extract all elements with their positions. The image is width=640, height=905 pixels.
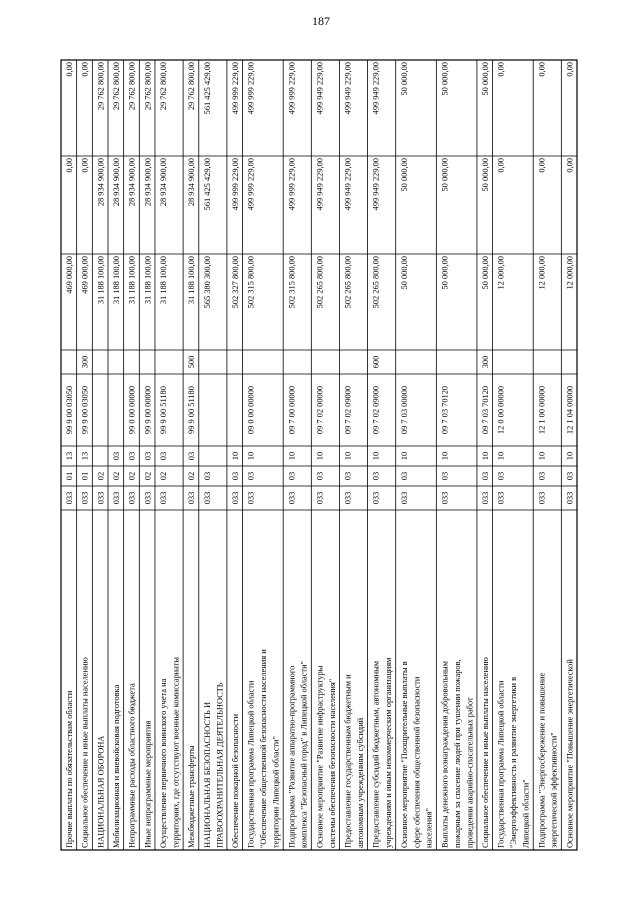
- cell-sum-2024: 29 762 800,00: [187, 62, 197, 111]
- row-name-line: населения": [424, 808, 434, 848]
- cell-sum-2023: 0,00: [80, 158, 90, 173]
- cell-sum-2023: 561 425 429,00: [202, 158, 212, 211]
- cell-sum-2024: 50 000,00: [399, 62, 409, 96]
- cell-subsection: 13: [80, 451, 90, 461]
- row-name-line: Основное мероприятие "Повышение энергетической: [565, 659, 575, 848]
- cell-target-article: 09 7 02 09000: [371, 385, 381, 435]
- row-name-line: Прочие выплаты по обязательствам области: [65, 690, 75, 848]
- row-name-line: автономным учреждениям субсидий: [355, 717, 365, 848]
- row-name-line: Подпрограмма "Энергосбережение и повышение: [537, 672, 547, 848]
- cell-section: 03: [496, 471, 506, 481]
- cell-sum-2024: 29 762 800,00: [143, 62, 153, 111]
- row-name-line: энергетической эффективности": [549, 732, 559, 848]
- cell-ministry: 033: [96, 491, 106, 505]
- cell-sum-2023: 499 999 229,00: [287, 158, 297, 211]
- cell-ministry: 033: [202, 491, 212, 505]
- cell-subsection: 10: [565, 451, 575, 461]
- cell-sum-2023: 28 934 900,00: [112, 158, 122, 207]
- cell-target-article: 99 9 00 03050: [65, 385, 75, 435]
- cell-ministry: 033: [315, 491, 325, 505]
- row-name-line: территориях, где отсутствуют военные комиссариаты: [171, 657, 181, 848]
- row-name-line: "Обеспечение общественной безопасности населения и: [259, 649, 269, 848]
- cell-ministry: 033: [343, 491, 353, 505]
- cell-sum-2023: 0,00: [537, 158, 547, 173]
- cell-subsection: 10: [371, 451, 381, 461]
- cell-section: 03: [287, 471, 297, 481]
- cell-section: 02: [159, 471, 169, 481]
- table-row: [440, 62, 474, 848]
- cell-target-article: 12 1 04 00000: [565, 385, 575, 435]
- cell-ministry: 033: [496, 491, 506, 505]
- cell-section: 03: [246, 471, 256, 481]
- cell-sum-2022: 502 265 800,00: [315, 256, 325, 309]
- row-name-line: Подпрограмма "Развитие аппаратно-программного: [287, 665, 297, 848]
- cell-target-article: 09 0 00 00000: [246, 385, 256, 435]
- cell-sum-2024: 0,00: [537, 62, 547, 77]
- cell-section: 03: [399, 471, 409, 481]
- cell-expense-type: 300: [481, 355, 491, 369]
- row-name-line: системы обеспечения безопасности населения": [327, 678, 337, 848]
- row-name-line: пожарным за спасение людей при тушении пожаров,: [452, 659, 462, 848]
- cell-sum-2022: 502 265 800,00: [371, 256, 381, 309]
- cell-sum-2023: 0,00: [65, 158, 75, 173]
- cell-sum-2023: 28 934 900,00: [159, 158, 169, 207]
- cell-section: 02: [187, 471, 197, 481]
- page-number: 187: [312, 14, 330, 28]
- cell-sum-2024: 29 762 800,00: [112, 62, 122, 111]
- cell-sum-2022: 31 188 100,00: [127, 256, 137, 305]
- cell-sum-2022: 12 000,00: [537, 256, 547, 290]
- cell-sum-2023: 50 000,00: [440, 158, 450, 192]
- cell-subsection: 10: [481, 451, 491, 461]
- row-name-line: Основное мероприятие "Поощрительные выплаты в: [399, 661, 409, 848]
- row-name-line: НАЦИОНАЛЬНАЯ БЕЗОПАСНОСТЬ И: [202, 702, 212, 848]
- cell-sum-2022: 50 000,00: [481, 256, 491, 290]
- cell-section: 03: [230, 471, 240, 481]
- row-name-line: Выплаты денежного вознаграждения добровольным: [440, 661, 450, 848]
- cell-target-article: 09 7 02 09000: [343, 385, 353, 435]
- row-name-line: Государственная программа Липецкой области: [496, 680, 506, 848]
- cell-expense-type: 600: [371, 355, 381, 369]
- row-name-line: комплекса "Безопасный город" в Липецкой области": [299, 661, 309, 848]
- table-row: [231, 62, 240, 848]
- cell-sum-2024: 499 949 229,00: [371, 62, 381, 115]
- cell-subsection: 10: [246, 451, 256, 461]
- cell-ministry: 033: [537, 491, 547, 505]
- cell-sum-2023: 50 000,00: [481, 158, 491, 192]
- table-row: [128, 62, 137, 848]
- cell-section: 02: [127, 471, 137, 481]
- cell-target-article: 09 7 00 00000: [287, 385, 297, 435]
- table-row: [344, 62, 365, 848]
- cell-sum-2024: 499 999 229,00: [246, 62, 256, 115]
- cell-target-article: 09 7 03 00000: [399, 385, 409, 435]
- cell-sum-2024: 50 000,00: [481, 62, 491, 96]
- table-row: [159, 62, 180, 848]
- row-name-line: территории Липецкой области": [271, 736, 281, 848]
- cell-ministry: 033: [565, 491, 575, 505]
- cell-sum-2023: 499 949 229,00: [315, 158, 325, 211]
- row-name-line: Социальное обеспечение и иные выплаты населению: [481, 657, 491, 848]
- row-name-line: Предоставление субсидий бюджетным, автономным: [371, 660, 381, 848]
- cell-section: 03: [315, 471, 325, 481]
- cell-section: 03: [537, 471, 547, 481]
- cell-sum-2023: 0,00: [565, 158, 575, 173]
- cell-sum-2022: 31 188 100,00: [143, 256, 153, 305]
- table-row: [372, 62, 393, 848]
- table-row: [400, 62, 434, 848]
- cell-target-article: 99 9 00 00000: [143, 385, 153, 435]
- cell-sum-2022: 50 000,00: [440, 256, 450, 290]
- cell-ministry: 033: [481, 491, 491, 505]
- cell-sum-2022: 31 188 100,00: [112, 256, 122, 305]
- cell-sum-2022: 469 000,00: [65, 256, 75, 294]
- cell-section: 02: [96, 471, 106, 481]
- cell-subsection: 10: [315, 451, 325, 461]
- cell-sum-2023: 28 934 900,00: [187, 158, 197, 207]
- table-row: [187, 62, 196, 848]
- cell-target-article: 99 9 00 03050: [80, 385, 90, 435]
- cell-sum-2024: 499 949 229,00: [315, 62, 325, 115]
- cell-sum-2023: 499 949 229,00: [343, 158, 353, 211]
- cell-subsection: 03: [159, 451, 169, 461]
- cell-target-article: 09 7 03 70120: [481, 385, 491, 435]
- cell-sum-2024: 0,00: [565, 62, 575, 77]
- table-content: [61, 60, 577, 850]
- table-row: [81, 62, 90, 848]
- cell-target-article: 09 7 02 00000: [315, 385, 325, 435]
- cell-sum-2024: 0,00: [65, 62, 75, 77]
- cell-ministry: 033: [159, 491, 169, 505]
- cell-sum-2022: 502 327 800,00: [230, 256, 240, 309]
- cell-ministry: 033: [80, 491, 90, 505]
- table-row: [315, 62, 336, 848]
- cell-sum-2022: 31 188 100,00: [96, 256, 106, 305]
- row-name-line: Непрограммные расходы областного бюджета: [127, 683, 137, 848]
- cell-sum-2022: 565 380 300,00: [202, 256, 212, 309]
- cell-subsection: 10: [440, 451, 450, 461]
- cell-sum-2024: 499 999 229,00: [230, 62, 240, 115]
- cell-sum-2024: 50 000,00: [440, 62, 450, 96]
- row-name-line: ПРАВООХРАНИТЕЛЬНАЯ ДЕЯТЕЛЬНОСТЬ: [215, 682, 225, 848]
- cell-target-article: 99 0 00 00000: [127, 385, 137, 435]
- cell-sum-2024: 561 425 429,00: [202, 62, 212, 115]
- table-row: [143, 62, 152, 848]
- cell-section: 03: [481, 471, 491, 481]
- cell-sum-2022: 469 000,00: [80, 256, 90, 294]
- cell-section: 01: [65, 471, 75, 481]
- cell-target-article: 09 7 03 70120: [440, 385, 450, 435]
- cell-section: 02: [143, 471, 153, 481]
- table-row: [497, 62, 531, 848]
- cell-sum-2024: 0,00: [496, 62, 506, 77]
- cell-sum-2022: 502 315 800,00: [287, 256, 297, 309]
- cell-subsection: 10: [230, 451, 240, 461]
- cell-section: 02: [112, 471, 122, 481]
- cell-subsection: 10: [496, 451, 506, 461]
- row-name-line: Предоставление государственным бюджетным и: [343, 674, 353, 848]
- cell-sum-2022: 502 315 800,00: [246, 256, 256, 309]
- cell-expense-type: 300: [80, 355, 90, 369]
- cell-section: 03: [565, 471, 575, 481]
- row-name-line: Обеспечение пожарной безопасности: [230, 713, 240, 848]
- row-name-line: проведении аварийно-спасательных работ: [465, 697, 475, 848]
- cell-sum-2022: 31 188 100,00: [187, 256, 197, 305]
- cell-ministry: 033: [143, 491, 153, 505]
- row-name-line: Осуществление первичного воинского учета на: [159, 678, 169, 848]
- cell-subsection: 03: [112, 451, 122, 461]
- cell-section: 03: [202, 471, 212, 481]
- table-row: [96, 62, 105, 848]
- cell-section: 03: [440, 471, 450, 481]
- cell-sum-2022: 31 188 100,00: [159, 256, 169, 305]
- cell-sum-2023: 0,00: [496, 158, 506, 173]
- cell-sum-2024: 29 762 800,00: [159, 62, 169, 111]
- cell-subsection: 03: [127, 451, 137, 461]
- row-name-line: Социальное обеспечение и иные выплаты населению: [80, 657, 90, 848]
- cell-sum-2022: 50 000,00: [399, 256, 409, 290]
- cell-ministry: 033: [187, 491, 197, 505]
- cell-target-article: 12 1 00 00000: [537, 385, 547, 435]
- table-row: [203, 62, 224, 848]
- cell-subsection: 10: [399, 451, 409, 461]
- cell-section: 03: [371, 471, 381, 481]
- table-row: [537, 62, 558, 848]
- cell-sum-2022: 12 000,00: [496, 256, 506, 290]
- cell-subsection: 10: [343, 451, 353, 461]
- cell-sum-2023: 28 934 900,00: [96, 158, 106, 207]
- cell-target-article: 99 9 00 51180: [187, 386, 197, 434]
- table-row: [287, 62, 308, 848]
- cell-subsection: 03: [143, 451, 153, 461]
- cell-ministry: 033: [65, 491, 75, 505]
- row-name-line: учреждениям и иным некоммерческим организациям: [384, 657, 394, 848]
- cell-sum-2023: 28 934 900,00: [143, 158, 153, 207]
- cell-target-article: 12 0 00 00000: [496, 385, 506, 435]
- cell-sum-2024: 29 762 800,00: [127, 62, 137, 111]
- cell-sum-2024: 0,00: [80, 62, 90, 77]
- cell-sum-2023: 50 000,00: [399, 158, 409, 192]
- cell-sum-2022: 502 265 800,00: [343, 256, 353, 309]
- cell-section: 03: [343, 471, 353, 481]
- cell-subsection: 13: [65, 451, 75, 461]
- row-name-line: Иные непрограммные мероприятия: [143, 720, 153, 848]
- cell-ministry: 033: [440, 491, 450, 505]
- cell-ministry: 033: [246, 491, 256, 505]
- cell-sum-2023: 499 999 229,00: [230, 158, 240, 211]
- row-name-line: Мобилизационная и вневойсковая подготовка: [112, 684, 122, 848]
- cell-ministry: 033: [371, 491, 381, 505]
- cell-sum-2024: 499 999 229,00: [287, 62, 297, 115]
- cell-sum-2023: 499 949 229,00: [371, 158, 381, 211]
- row-name-line: НАЦИОНАЛЬНАЯ ОБОРОНА: [96, 735, 106, 848]
- table-row: [247, 62, 281, 848]
- cell-section: 01: [80, 471, 90, 481]
- table-row: [112, 62, 121, 848]
- row-name-line: сфере обеспечения общественной безопасности: [412, 676, 422, 848]
- cell-sum-2023: 499 999 229,00: [246, 158, 256, 211]
- cell-expense-type: 500: [187, 355, 197, 369]
- cell-target-article: 99 9 00 51180: [159, 386, 169, 434]
- cell-subsection: 10: [537, 451, 547, 461]
- cell-ministry: 033: [230, 491, 240, 505]
- row-name-line: Липецкой области": [521, 779, 531, 848]
- cell-ministry: 033: [127, 491, 137, 505]
- table-row: [65, 62, 74, 848]
- cell-subsection: 10: [287, 451, 297, 461]
- cell-sum-2024: 499 949 229,00: [343, 62, 353, 115]
- cell-ministry: 033: [287, 491, 297, 505]
- row-name-line: "Энергоэффективность и развитие энергетики в: [509, 676, 519, 848]
- table-row: [481, 62, 490, 848]
- row-name-line: Межбюджетные трансферты: [187, 745, 197, 848]
- cell-ministry: 033: [112, 491, 122, 505]
- cell-ministry: 033: [399, 491, 409, 505]
- cell-subsection: 03: [187, 451, 197, 461]
- cell-sum-2024: 29 762 800,00: [96, 62, 106, 111]
- row-name-line: Основное мероприятие "Развитие инфраструктуры: [315, 665, 325, 848]
- cell-sum-2023: 28 934 900,00: [127, 158, 137, 207]
- table-row: [565, 62, 574, 848]
- cell-sum-2022: 12 000,00: [565, 256, 575, 290]
- row-name-line: Государственная программа Липецкой области: [246, 680, 256, 848]
